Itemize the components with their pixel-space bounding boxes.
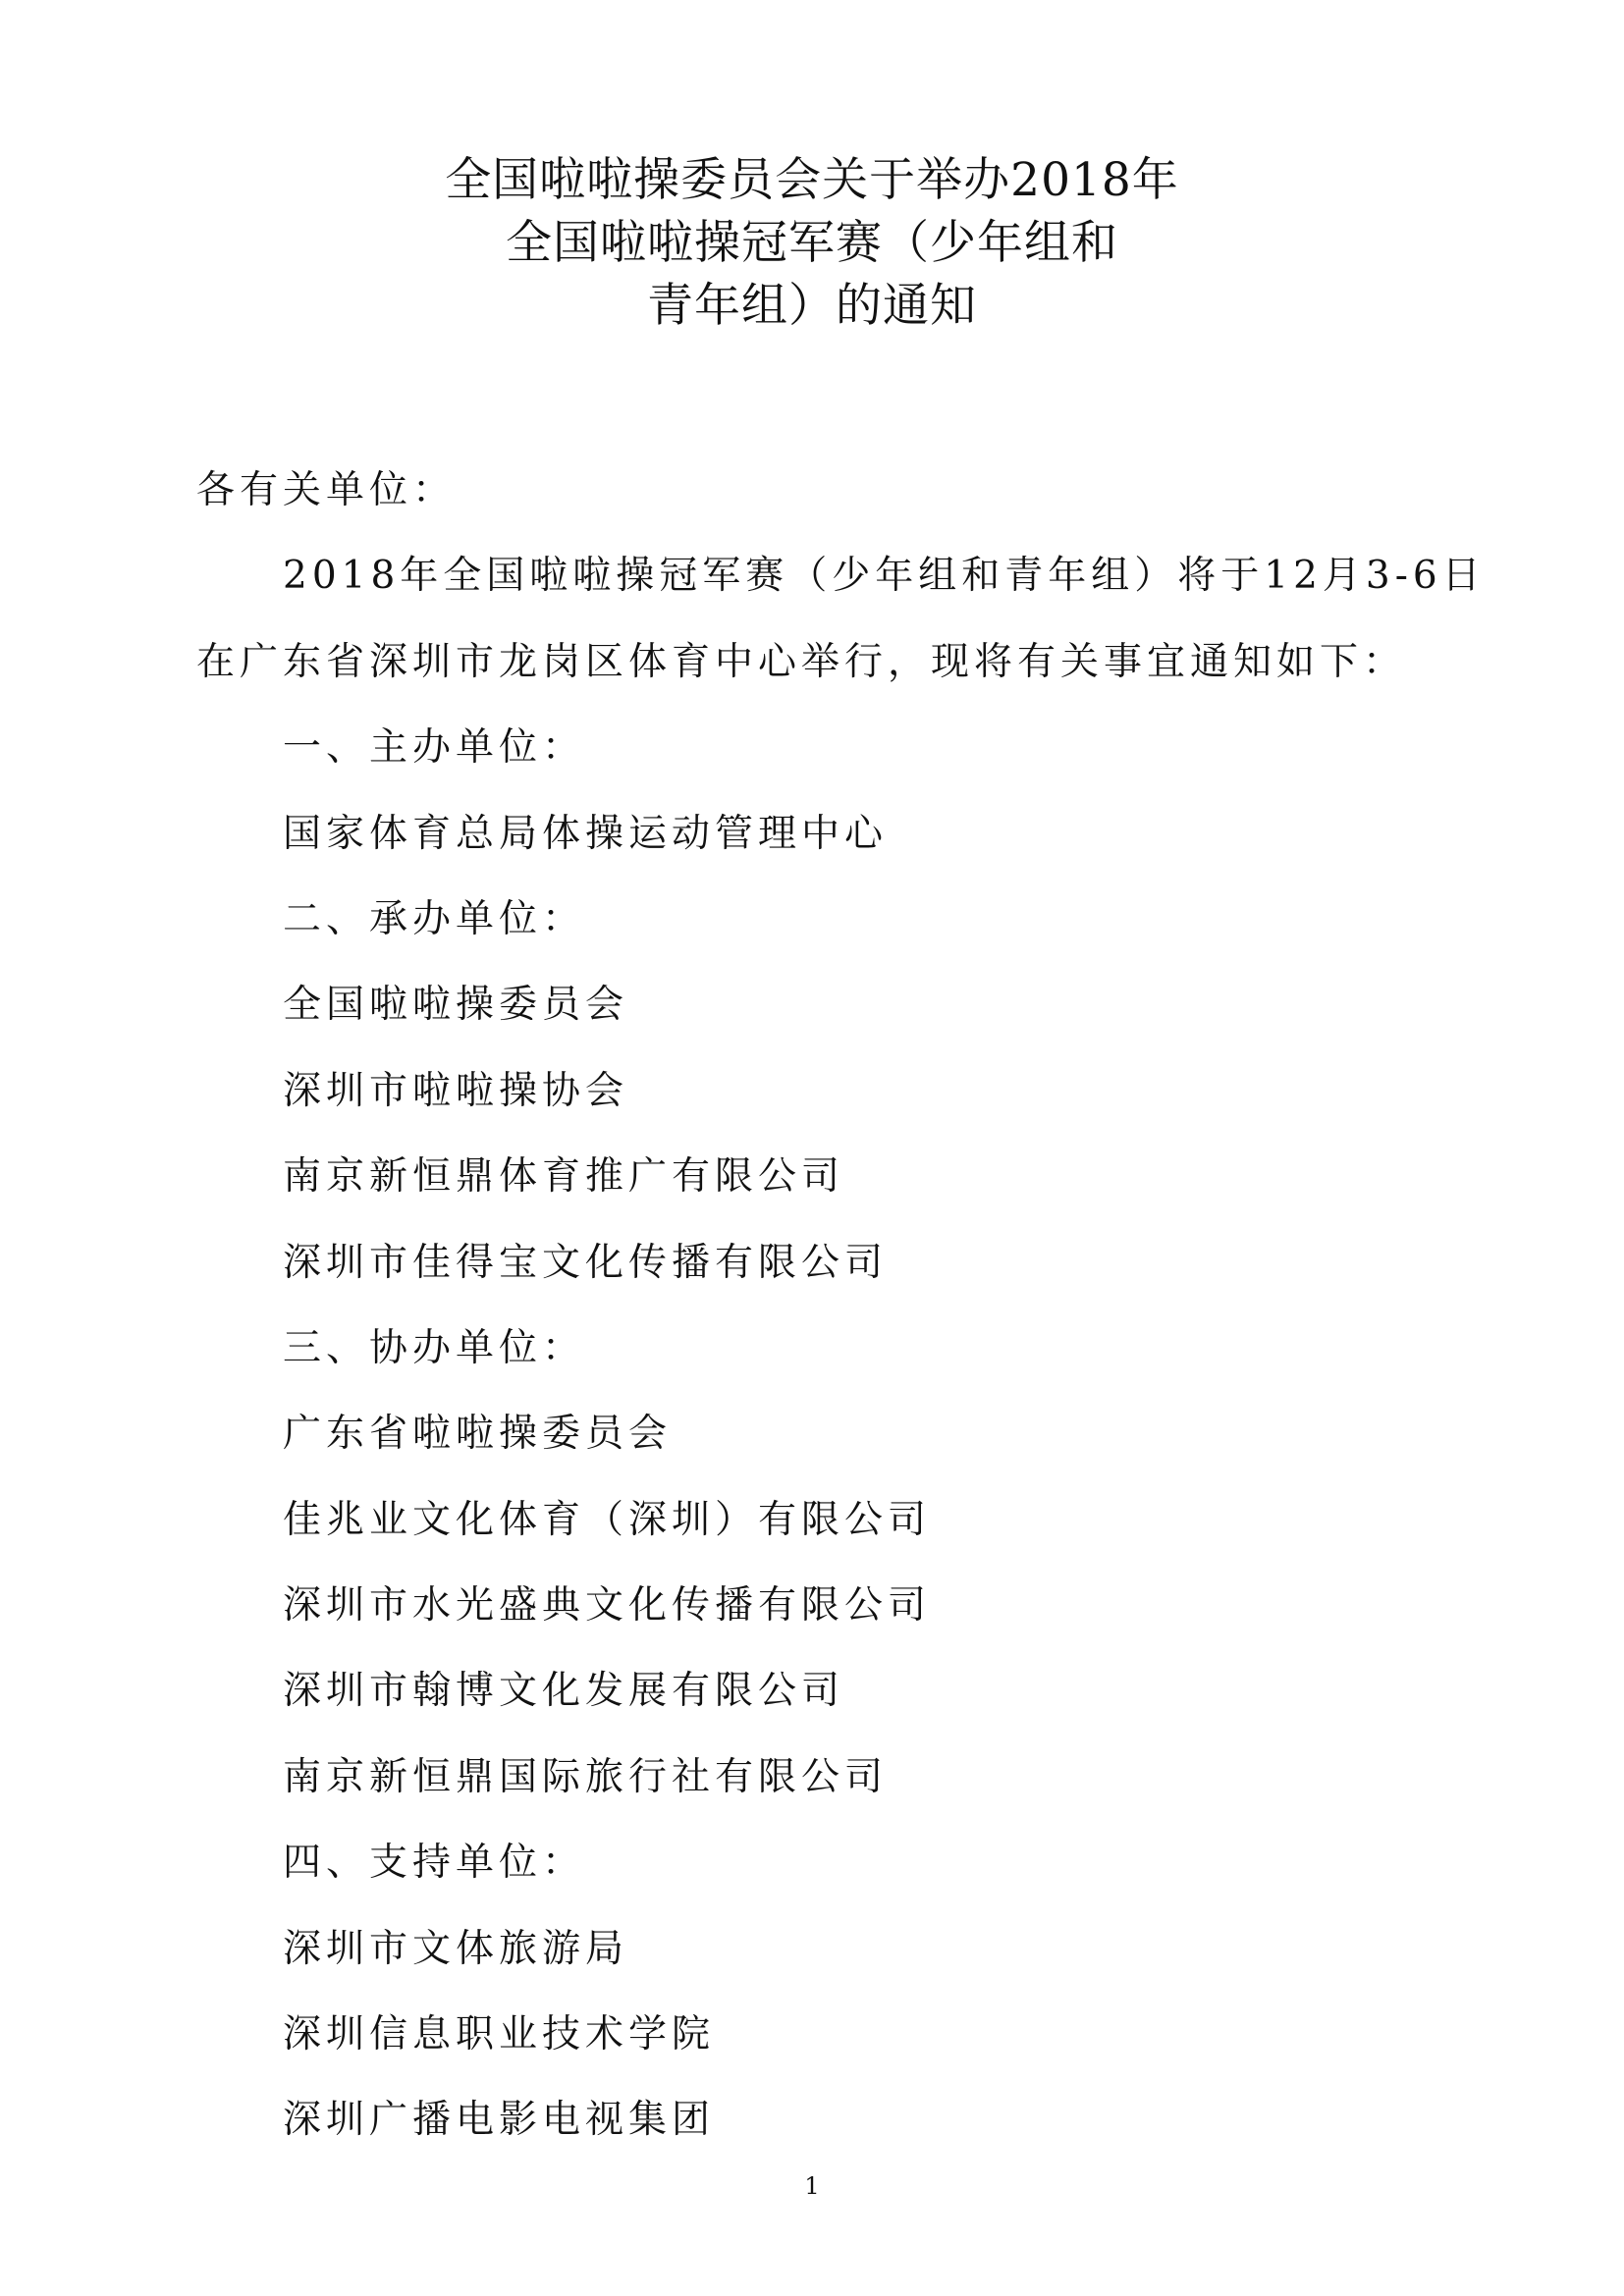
organizer-item: 国家体育总局体操运动管理中心	[283, 811, 889, 856]
document-title	[0, 149, 1624, 338]
supporter-item: 深圳信息职业技术学院	[283, 2012, 716, 2057]
supporter-heading: 四、支持单位：	[283, 1841, 586, 1886]
host-heading: 二、承办单位：	[283, 896, 586, 941]
coorganizer-heading: 三、协办单位：	[283, 1325, 586, 1370]
host-item: 南京新恒鼎体育推广有限公司	[283, 1154, 845, 1200]
coorganizer-item: 深圳市水光盛典文化传播有限公司	[283, 1583, 932, 1629]
document-body	[196, 448, 1486, 2163]
intro-paragraph-line-1: 2018年全国啦啦操冠军赛（少年组和青年组）将于12月3-6日	[283, 554, 1486, 599]
host-item: 深圳市佳得宝文化传播有限公司	[283, 1240, 889, 1285]
salutation: 各有关单位：	[196, 468, 457, 512]
supporter-item: 深圳广播电影电视集团	[283, 2098, 716, 2143]
organizer-heading: 一、主办单位：	[283, 725, 586, 771]
supporter-item: 深圳市文体旅游局	[283, 1926, 629, 1971]
title-line-1: 全国啦啦操委员会关于举办2018年	[445, 153, 1179, 207]
page-number: 1	[804, 2172, 820, 2200]
coorganizer-item: 广东省啦啦操委员会	[283, 1412, 673, 1457]
coorganizer-item: 深圳市翰博文化发展有限公司	[283, 1669, 845, 1714]
coorganizer-item: 佳兆业文化体育（深圳）有限公司	[283, 1497, 932, 1542]
host-item: 全国啦啦操委员会	[283, 983, 629, 1028]
host-item: 深圳市啦啦操协会	[283, 1068, 629, 1113]
title-line-3: 青年组）的通知	[647, 279, 977, 333]
intro-paragraph-line-2: 在广东省深圳市龙岗区体育中心举行，现将有关事宜通知如下：	[196, 639, 1407, 684]
title-line-2: 全国啦啦操冠军赛（少年组和	[506, 216, 1118, 270]
coorganizer-item: 南京新恒鼎国际旅行社有限公司	[283, 1754, 889, 1799]
